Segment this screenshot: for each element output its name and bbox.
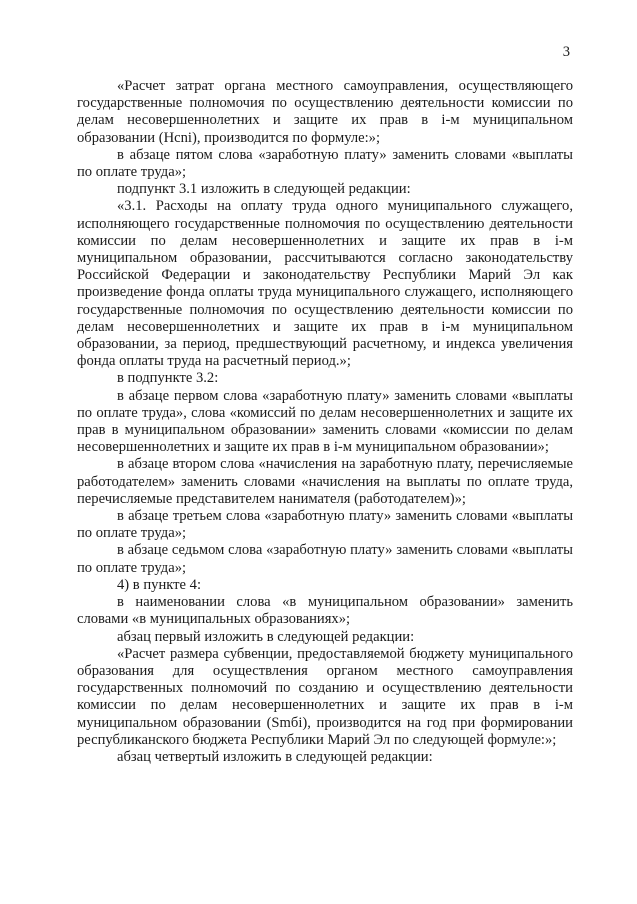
paragraph: абзац первый изложить в следующей редакции: bbox=[117, 628, 415, 645]
paragraph: «3.1. Расходы на оплату труда одного муниципального служащего, исполняющего государственные полномочия по осуществлению деятельности комиссии по делам несовершеннолетних и защите их прав в i-м муниципальном образовании, рассчитываются согласно законодательству Российской Федерации и законодательству Республики Марий Эл как произведение фонда оплаты труда муниципального служащего, исполняющего государственные полномочия по осуществлению деятельности комиссии по делам несовершеннолетних и защите их прав в i-м муниципальном образовании, за период, предшествующий расчетному, и индекса увеличения фонда оплаты труда на расчетный период.»; bbox=[77, 198, 573, 370]
paragraph: в абзаце седьмом слова «заработную плату» заменить словами «выплаты по оплате труда»; bbox=[77, 542, 573, 576]
paragraph: в абзаце пятом слова «заработную плату» заменить словами «выплаты по оплате труда»; bbox=[77, 146, 573, 181]
page-number: 3 bbox=[562, 44, 570, 60]
paragraph: абзац четвертый изложить в следующей редакции: bbox=[117, 748, 433, 765]
paragraph: в наименовании слова «в муниципальном образовании» заменить словами «в муниципальных образованиях»; bbox=[77, 594, 573, 628]
paragraph: в подпункте 3.2: bbox=[117, 370, 219, 387]
document-body bbox=[77, 78, 573, 766]
paragraph: подпункт 3.1 изложить в следующей редакции: bbox=[117, 181, 411, 198]
paragraph: 4) в пункте 4: bbox=[117, 576, 202, 593]
paragraph: в абзаце втором слова «начисления на заработную плату, перечисляемые работодателем» заменить словами «начисления на выплаты по оплате труда, перечисляемые представителем нанимателя (работодателем)»; bbox=[77, 456, 573, 507]
paragraph: в абзаце третьем слова «заработную плату» заменить словами «выплаты по оплате труда»; bbox=[77, 508, 573, 542]
paragraph: в абзаце первом слова «заработную плату» заменить словами «выплаты по оплате труда», слова «комиссий по делам несовершеннолетних и защите их прав в муниципальном образовании» заменить словами «комиссии по делам несовершеннолетних и защите их прав в i-м муниципальном образовании»; bbox=[77, 387, 573, 456]
paragraph: «Расчет размера субвенции, предоставляемой бюджету муниципального образования для осуществления органом местного самоуправления государственных полномочий по созданию и осуществлению деятельности комиссии по делам несовершеннолетних и защите их прав в i-м муниципальном образовании (Smбi), производится на год при формировании республиканского бюджета Республики Марий Эл по следующей формуле:»; bbox=[77, 645, 573, 748]
paragraph: «Расчет затрат органа местного самоуправления, осуществляющего государственные полномочия по осуществлению деятельности комиссии по делам несовершеннолетних и защите их прав в i-м муниципальном образовании (Hcni), производится по формуле:»; bbox=[77, 78, 573, 146]
